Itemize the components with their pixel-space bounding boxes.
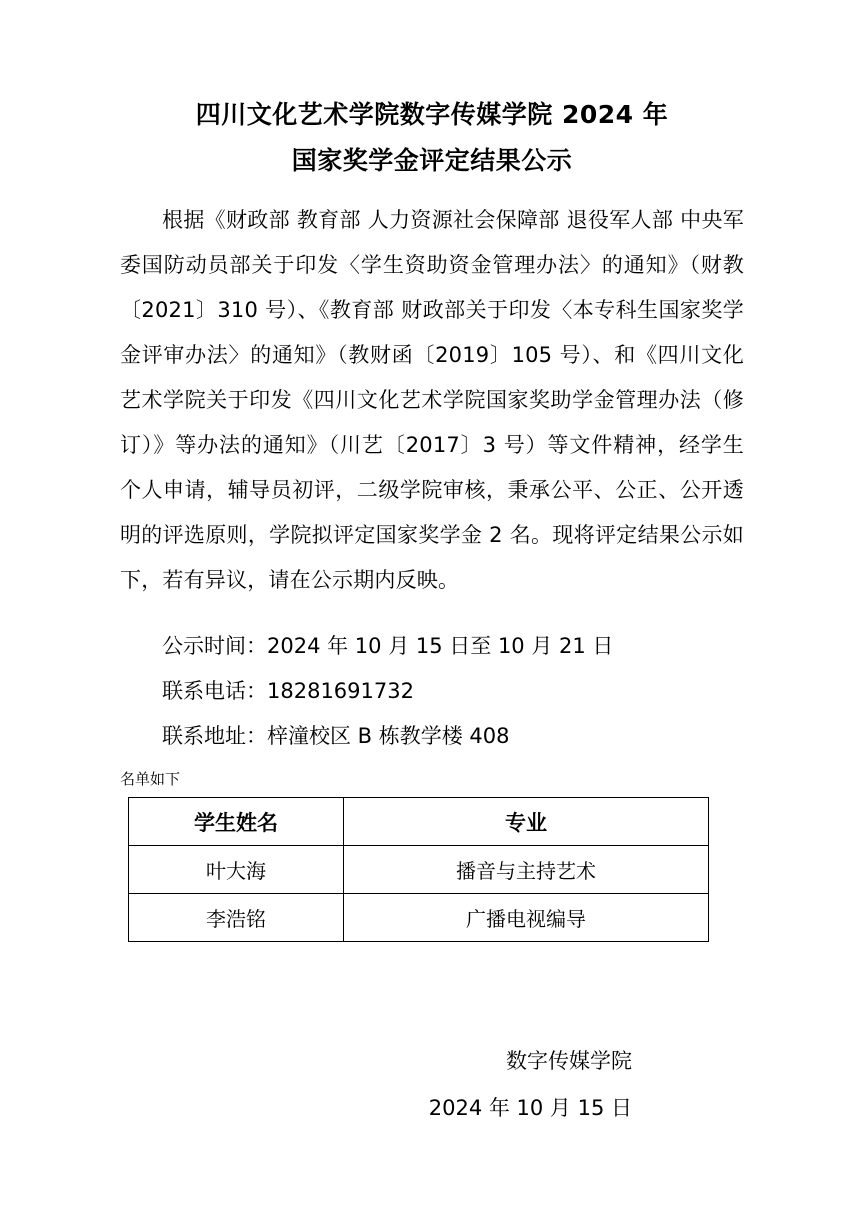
page-title <box>120 92 744 184</box>
body-paragraph: 根据《财政部 教育部 人力资源社会保障部 退役军人部 中央军委国防动员部关于印发〈学生资助资金管理办法〉的通知》（财教〔2021〕310 号）、《教育部 财政部关于印发〈本专科生国家奖学金评审办法〉的通知》（教财函〔2019〕105 号）、和《四川文化艺术学院关于印发《四川文化艺术学院国家奖助学金管理办法（修订）》等办法的通知》（川艺〔2017〕3 号）等文件精神，经学生个人申请，辅导员初评，二级学院审核，秉承公平、公正、公开透明的评选原则，学院拟评定国家奖学金 2 名。现将评定结果公示如下，若有异议，请在公示期内反映。 <box>120 208 744 592</box>
title-line-2: 国家奖学金评定结果公示 <box>291 146 573 175</box>
contact-phone: 联系电话：18281691732 <box>162 679 414 703</box>
notice-period: 公示时间：2024 年 10 月 15 日至 10 月 21 日 <box>162 634 614 658</box>
signature-department: 数字传媒学院 <box>506 1049 632 1073</box>
cell-major: 广播电视编导 <box>344 894 709 942</box>
table-row <box>129 894 709 942</box>
signature-block <box>120 1038 744 1132</box>
table-header-row <box>129 798 709 846</box>
notice-info-block <box>120 624 744 759</box>
list-label: 名单如下 <box>120 770 181 788</box>
table-row <box>129 846 709 894</box>
cell-major: 播音与主持艺术 <box>344 846 709 894</box>
recipients-table <box>128 797 709 942</box>
signature-date: 2024 年 10 月 15 日 <box>428 1096 632 1120</box>
cell-student-name: 叶大海 <box>129 846 344 894</box>
column-header-name: 学生姓名 <box>129 798 344 846</box>
column-header-major: 专业 <box>344 798 709 846</box>
title-line-1: 四川文化艺术学院数字传媒学院 2024 年 <box>195 100 669 129</box>
cell-student-name: 李浩铭 <box>129 894 344 942</box>
contact-address: 联系地址：梓潼校区 B 栋教学楼 408 <box>162 724 510 748</box>
